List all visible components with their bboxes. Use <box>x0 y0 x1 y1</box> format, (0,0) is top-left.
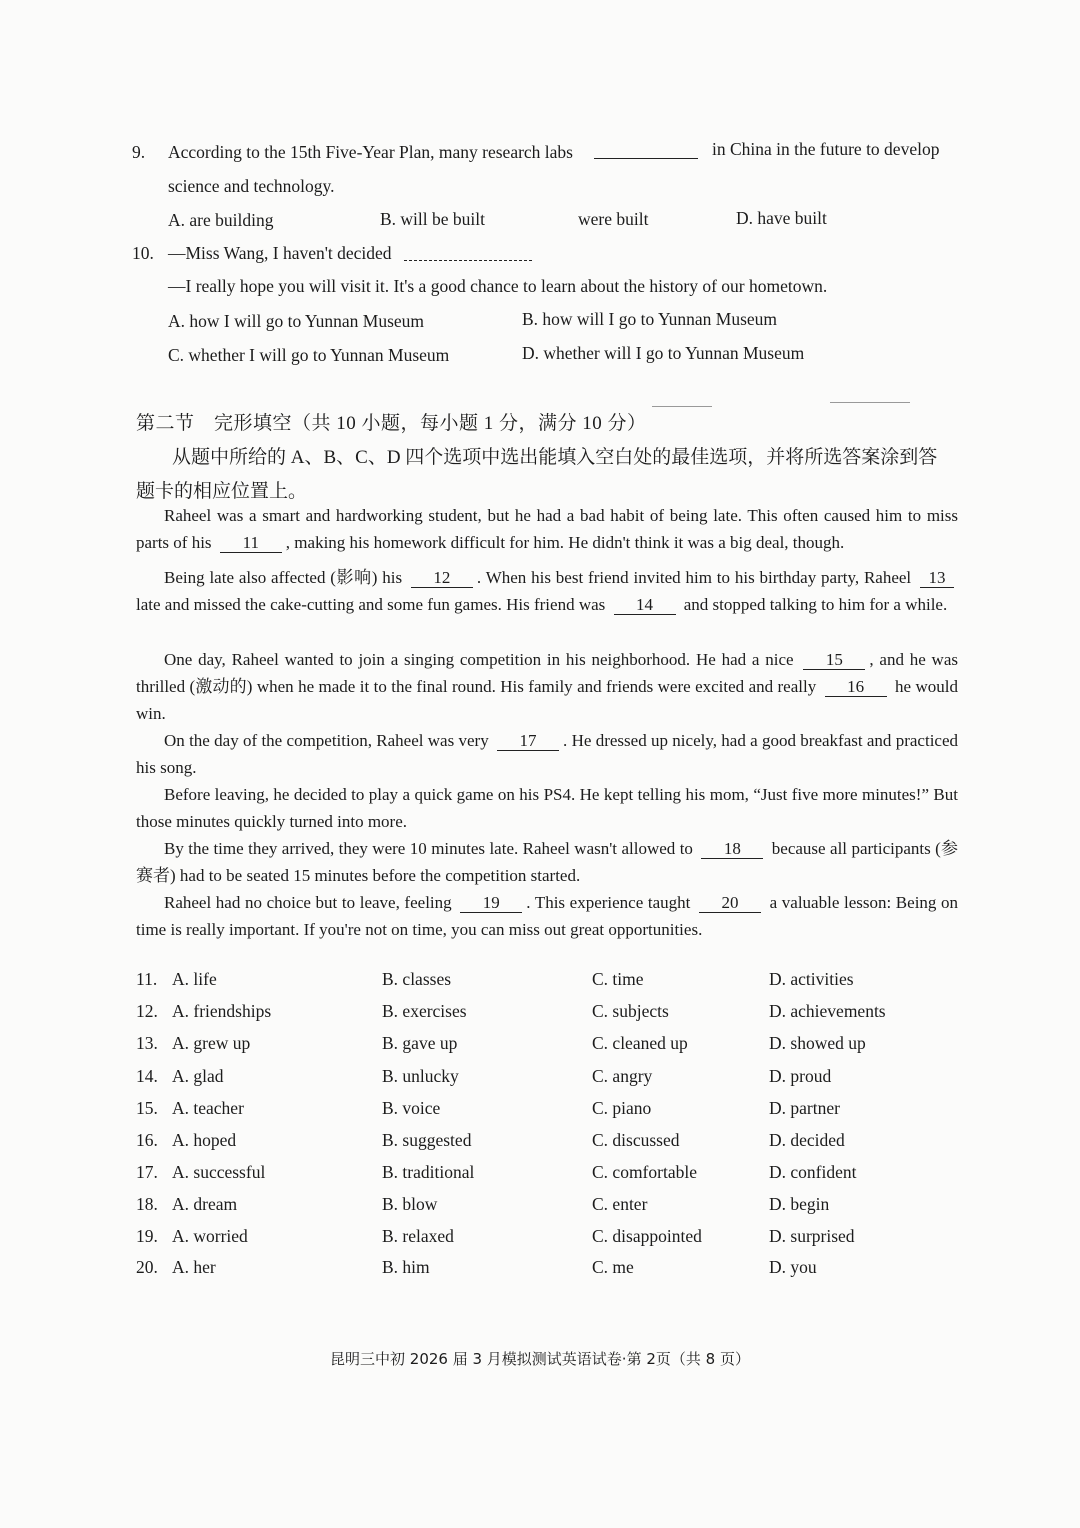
choice-option-d: D. achievements <box>769 1001 886 1021</box>
section-title: 第二节 完形填空（共 10 小题，每小题 1 分，满分 10 分） <box>136 413 647 434</box>
q10-stem-line2: —I really hope you will visit it. It's a good chance to learn about the history of our hometown. <box>168 276 828 296</box>
blank-12: 12 <box>411 568 473 588</box>
choice-option-c: C. angry <box>592 1066 653 1086</box>
page-footer: 昆明三中初 2026 届 3 月模拟测试英语试卷·第 2页（共 8 页） <box>330 1350 750 1368</box>
choice-option-d: D. activities <box>769 969 854 989</box>
choice-option-a: A. worried <box>172 1226 248 1246</box>
choice-number: 12. <box>136 1001 158 1021</box>
choice-number: 20. <box>136 1257 158 1277</box>
passage-text: , and he was thrilled (激动的) when he made it to the final round. His family and friends were excited and really <box>136 650 958 696</box>
choice-option-a: A. friendships <box>172 1001 272 1021</box>
q10-option-a: A. how I will go to Yunnan Museum <box>168 311 425 331</box>
passage-text: . This experience taught <box>526 893 691 912</box>
passage-text: . He dressed up nicely, had a good breakfast and practiced his song. <box>136 731 959 777</box>
choice-option-c: C. me <box>592 1257 634 1277</box>
q10-option-c: C. whether I will go to Yunnan Museum <box>168 345 450 365</box>
choice-row-15 <box>136 1098 956 1124</box>
blank-18: 18 <box>701 839 763 859</box>
blank-20: 20 <box>699 893 761 913</box>
choice-option-b: B. blow <box>382 1194 438 1214</box>
choice-row-17 <box>136 1162 956 1188</box>
blank-13: 13 <box>920 568 954 588</box>
choice-number: 18. <box>136 1194 158 1214</box>
passage-text: By the time they arrived, they were 10 minutes late. Raheel wasn't allowed to <box>164 839 693 858</box>
passage-text: Raheel was a smart and hardworking student, but he had a bad habit of being late. This often caused him to miss parts of his <box>136 506 958 552</box>
q9-stem-line2: science and technology. <box>168 176 335 196</box>
choice-option-d: D. showed up <box>769 1033 866 1053</box>
cloze-paragraph-5 <box>136 781 958 835</box>
choice-option-a: A. dream <box>172 1194 238 1214</box>
q9-option-b: B. will be built <box>380 209 485 229</box>
choice-row-11 <box>136 969 956 995</box>
choice-option-d: D. proud <box>769 1066 832 1086</box>
passage-text: Before leaving, he decided to play a quick game on his PS4. He kept telling his mom, “Just five more minutes!” But those minutes quickly turned into more. <box>136 785 958 831</box>
q9-stem-part2: in China in the future to develop <box>712 139 940 159</box>
cloze-paragraph-3 <box>136 646 958 727</box>
blank-15: 15 <box>803 650 865 670</box>
blank-16: 16 <box>825 677 887 697</box>
choice-row-18 <box>136 1194 956 1220</box>
choice-row-12 <box>136 1001 956 1027</box>
choice-option-d: D. partner <box>769 1098 840 1118</box>
choice-row-19 <box>136 1226 956 1252</box>
cloze-paragraph-6 <box>136 835 958 889</box>
choice-option-d: D. confident <box>769 1162 857 1182</box>
q9-option-c: were built <box>578 209 649 229</box>
passage-text: Raheel had no choice but to leave, feeling <box>164 893 452 912</box>
choice-option-b: B. suggested <box>382 1130 472 1150</box>
choice-number: 17. <box>136 1162 158 1182</box>
choice-option-d: D. decided <box>769 1130 845 1150</box>
section-instruction-line1: 从题中所给的 A、B、C、D 四个选项中选出能填入空白处的最佳选项，并将所选答案涂到答 <box>172 447 938 468</box>
passage-text: , making his homework difficult for him. He didn't think it was a big deal, though. <box>285 533 845 552</box>
choice-option-a: A. glad <box>172 1066 224 1086</box>
choice-number: 14. <box>136 1066 158 1086</box>
q10-number: 10. <box>132 243 154 263</box>
passage-text: Being late also affected (影响) his <box>164 568 403 587</box>
passage-text: because all participants (参赛者) had to be seated 15 minutes before the competition started. <box>136 839 959 885</box>
choice-option-b: B. him <box>382 1257 430 1277</box>
choice-option-a: A. hoped <box>172 1130 237 1150</box>
choice-row-16 <box>136 1130 956 1156</box>
choice-option-b: B. voice <box>382 1098 441 1118</box>
cloze-paragraph-1 <box>136 502 958 556</box>
choice-option-b: B. traditional <box>382 1162 475 1182</box>
choice-option-b: B. exercises <box>382 1001 467 1021</box>
q10-option-d: D. whether will I go to Yunnan Museum <box>522 343 805 363</box>
q10-answer-blank <box>404 260 532 261</box>
choice-option-a: A. successful <box>172 1162 266 1182</box>
choice-option-a: A. teacher <box>172 1098 244 1118</box>
choice-option-c: C. subjects <box>592 1001 669 1021</box>
q9-option-d: D. have built <box>736 208 827 228</box>
q9-number: 9. <box>132 142 146 162</box>
choice-option-d: D. surprised <box>769 1226 855 1246</box>
choice-number: 15. <box>136 1098 158 1118</box>
choice-option-b: B. classes <box>382 969 452 989</box>
blank-19: 19 <box>460 893 522 913</box>
blank-17: 17 <box>497 731 559 751</box>
choice-option-b: B. gave up <box>382 1033 458 1053</box>
cloze-paragraph-7 <box>136 889 958 943</box>
cloze-paragraph-4 <box>136 727 958 781</box>
choice-option-c: C. discussed <box>592 1130 680 1150</box>
choice-option-c: C. piano <box>592 1098 652 1118</box>
choice-row-20 <box>136 1257 956 1283</box>
section-instruction-line2: 题卡的相应位置上。 <box>136 481 308 502</box>
choice-option-a: A. her <box>172 1257 216 1277</box>
cloze-paragraph-2 <box>136 564 958 618</box>
choice-option-c: C. comfortable <box>592 1162 697 1182</box>
choice-option-d: D. begin <box>769 1194 830 1214</box>
choice-row-14 <box>136 1066 956 1092</box>
passage-text: he would win. <box>136 677 958 723</box>
choice-option-c: C. time <box>592 969 644 989</box>
q9-stem-part1: According to the 15th Five-Year Plan, many research labs <box>168 142 573 162</box>
choice-number: 19. <box>136 1226 158 1246</box>
choice-row-13 <box>136 1033 956 1059</box>
passage-text: late and missed the cake-cutting and some fun games. His friend was <box>136 595 606 614</box>
choice-option-b: B. relaxed <box>382 1226 454 1246</box>
passage-text: and stopped talking to him for a while. <box>683 595 948 614</box>
passage-text: . When his best friend invited him to his birthday party, Raheel <box>476 568 912 587</box>
choice-option-d: D. you <box>769 1257 817 1277</box>
blank-11: 11 <box>220 533 282 553</box>
passage-text: One day, Raheel wanted to join a singing competition in his neighborhood. He had a nice <box>164 650 794 669</box>
pencil-stroke <box>830 402 910 403</box>
choice-option-c: C. enter <box>592 1194 648 1214</box>
q10-stem: —Miss Wang, I haven't decided <box>168 243 392 263</box>
passage-text: a valuable lesson: Being on time is really important. If you're not on time, you can miss out great opportunities. <box>136 893 959 939</box>
choice-number: 11. <box>136 969 158 989</box>
q9-answer-blank <box>594 158 698 159</box>
passage-text: On the day of the competition, Raheel was very <box>164 731 489 750</box>
pencil-stroke <box>652 406 712 407</box>
choice-option-a: A. grew up <box>172 1033 251 1053</box>
choice-option-b: B. unlucky <box>382 1066 459 1086</box>
choice-option-c: C. disappointed <box>592 1226 702 1246</box>
q10-option-b: B. how will I go to Yunnan Museum <box>522 309 778 329</box>
choice-option-a: A. life <box>172 969 217 989</box>
q9-option-a: A. are building <box>168 210 274 230</box>
choice-number: 13. <box>136 1033 158 1053</box>
choice-option-c: C. cleaned up <box>592 1033 688 1053</box>
choice-number: 16. <box>136 1130 158 1150</box>
blank-14: 14 <box>614 595 676 615</box>
